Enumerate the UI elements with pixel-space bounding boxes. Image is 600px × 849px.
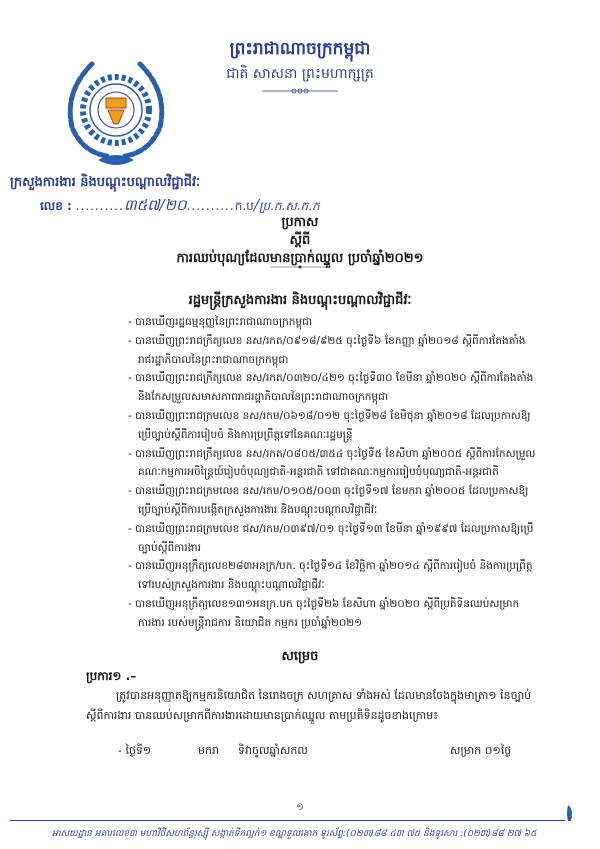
ref-number-handwritten: ៣៥៧/២០ xyxy=(123,196,187,214)
ref-label: លេខ : xyxy=(40,199,72,213)
considerations-list xyxy=(128,313,538,633)
footer-divider xyxy=(10,820,565,821)
document-subject: ការឈប់បុណ្យដែលមានប្រាក់ឈ្នួល ប្រចាំឆ្នាំ២០២១ xyxy=(176,251,424,266)
list-item: - បានឃើញអនុក្រឹត្យលេខ១៣១អនក្រ.បក ចុះថ្ងៃទី២៦ ខែសីហា ឆ្នាំ២០២០ ស្តីពីប្រតិទិនឈប់សម្រាកការងារ របស់មន្ត្រីរាជការ និយោជិត កម្មករ ប្រចាំឆ្នាំ២០២១ xyxy=(128,597,520,629)
ref-suffix-handwritten: ប្រ.ក.ស.ក.ក xyxy=(258,199,320,213)
article-heading: ប្រការ១ .– xyxy=(86,669,137,683)
kingdom-heading: ព្រះរាជាណាចក្រកម្ពុជា xyxy=(229,39,371,59)
title-divider xyxy=(270,265,330,269)
reference-number: លេខ : ..........៣៥៧/២០..........ក.ប/ប្រ.ក.ស.ក.ក xyxy=(40,196,320,214)
holiday-month: មករា xyxy=(198,744,219,757)
list-item: - បានឃើញព្រះរាជក្រឹត្យលេខ នស/រកត/០៩១៨/៩២៥ ចុះថ្ងៃទី៦ ខែកញ្ញា ឆ្នាំ២០១៨ ស្តីពីការតែងតាំងរាជរដ្ឋាភិបាលនៃព្រះរាជាណាចក្រកម្ពុជា xyxy=(128,334,526,366)
page-number: ១ xyxy=(296,802,304,813)
list-item: - បានឃើញរដ្ឋធម្មនុញ្ញនៃព្រះរាជាណាចក្រកម្ពុជា xyxy=(128,316,313,328)
decision-heading: សម្រេច xyxy=(281,649,319,664)
footer-address: អាសយដ្ឋាន អគារលេខ៣ មហាវិថីសហព័ន្ធរុស្ស៊ី សង្កាត់ទឹកល្អក់១ ខណ្ឌទួលគោក ទូរស័ព្ទ:(០២៣)៨៨ ៤៣ ៧៥ និងទូរសារ :(០២៣)៨៨ ២៧ ៦៥ xyxy=(52,829,537,839)
ref-code: ក.ប xyxy=(234,199,254,213)
holiday-name: ទិវាចូលឆ្នាំសកល xyxy=(238,744,308,757)
national-motto: ជាតិ សាសនា ព្រះមហាក្សត្រ xyxy=(226,66,374,82)
holiday-duration: សម្រាក ០១ថ្ងៃ xyxy=(450,744,512,757)
document-type: ប្រកាស xyxy=(281,215,319,230)
ministry-emblem-logo xyxy=(62,52,170,170)
document-about: ស្តីពី xyxy=(289,233,311,248)
list-item: - បានឃើញព្រះរាជក្រមលេខ នស/រកម/០១០៥/០០៣ ចុះថ្ងៃទី១៧ ខែមករា ឆ្នាំ២០០៥ ដែលប្រកាសឱ្យប្រើច្បាប់ស្តីពីការបង្កើតក្រសួងការងារ និងបណ្តុះបណ្តាលវិជ្ជាជីវៈ xyxy=(128,485,529,516)
list-item: - បានឃើញព្រះរាជក្រមលេខ នស/រកម/០៦១៨/០១២ ចុះថ្ងៃទី២៨ ខែមិថុនា ឆ្នាំ២០១៨ ដែលប្រកាសឱ្យប្រើច្បាប់ស្តីពីការរៀបចំ និងការប្រព្រឹត្តទៅនៃគណៈរដ្ឋមន្ត្រី xyxy=(128,409,531,441)
article-text: ត្រូវបានអនុញ្ញាតឱ្យកម្មករនិយោជិត នៃរោងចក្រ សហគ្រាស ទាំងអស់ ដែលមានចែងក្នុងមាត្រា១ នៃច្បាប់ស្តីពីការងារ បានឈប់សម្រាកពីការងារដោយមានប្រាក់ឈ្នួល តាមប្រតិទិនដូចខាងក្រោម៖ xyxy=(86,689,532,722)
minister-heading: រដ្ឋមន្ត្រីក្រសួងការងារ និងបណ្តុះបណ្តាលវិជ្ជាជីវៈ xyxy=(188,293,412,308)
holiday-day: - ថ្ងៃទី១ xyxy=(118,744,152,757)
ornament-divider xyxy=(262,88,338,94)
pen-nib-icon xyxy=(565,803,575,823)
ministry-name: ក្រសួងការងារ និងបណ្តុះបណ្តាលវិជ្ជាជីវៈ xyxy=(10,175,201,190)
list-item: - បានឃើញព្រះរាជក្រឹត្យលេខ នស/រកត/០៨០៥/៣៥៤ ចុះថ្ងៃទី៥ ខែសីហា ឆ្នាំ២០០៥ ស្តីពីការកែសម្រួលគណៈកម្មការអចិន្ត្រៃយ៍រៀបចំបុណ្យជាតិ-អន្តរជាតិ ទៅជាគណៈកម្មការរៀបចំបុណ្យជាតិ-អន្តរជាតិ xyxy=(128,447,536,479)
list-item: - បានឃើញអនុក្រឹត្យលេខ២៨៣អនក្រ/បក. ចុះថ្ងៃទី១៤ ខែវិច្ឆិកា ឆ្នាំ២០១៤ ស្តីពីការរៀបចំ និងការប្រព្រឹត្តទៅរបស់ក្រសួងការងារ និងបណ្តុះបណ្តាលវិជ្ជាជីវៈ xyxy=(128,560,533,592)
list-item: - បានឃើញព្រះរាជក្រមលេខ ជស/រកម/០៣៩៧/០១ ចុះថ្ងៃទី១៣ ខែមីនា ឆ្នាំ១៩៩៧ ដែលប្រកាសឱ្យប្រើច្បាប់ស្តីពីការងារ xyxy=(128,522,534,554)
list-item: - បានឃើញព្រះរាជក្រឹត្យលេខ នស/រកត/០៣២០/៤២១ ចុះថ្ងៃទី៣០ ខែមីនា ឆ្នាំ២០២០ ស្តីពីការតែងតាំង និងកែសម្រួលសមាសភាពរាជរដ្ឋាភិបាលនៃព្រះរាជាណាចក្រកម្ពុជា xyxy=(128,372,534,404)
